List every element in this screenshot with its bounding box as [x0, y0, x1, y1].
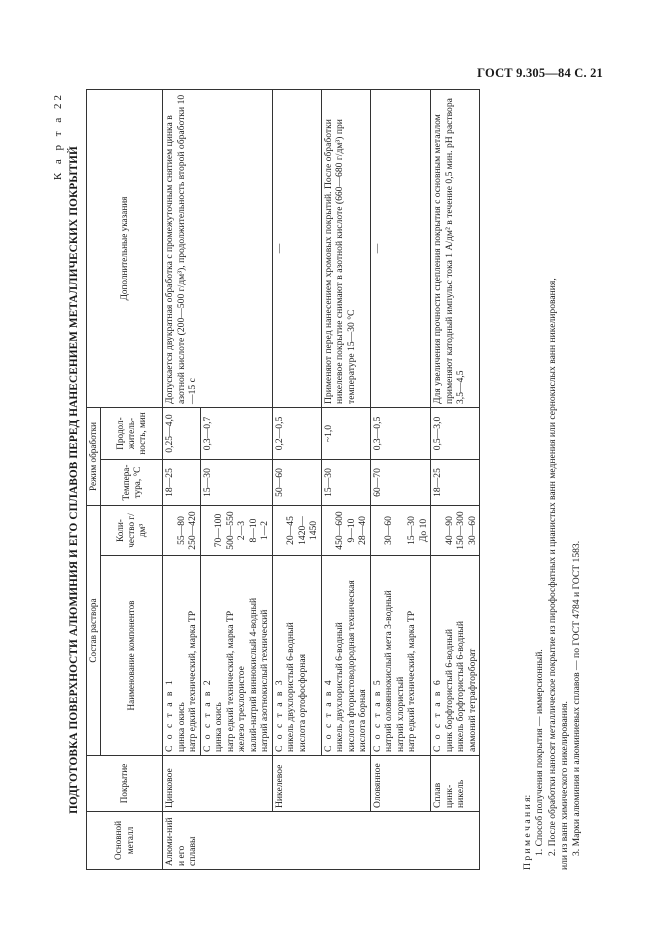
page-header: ГОСТ 9.305—84 С. 21: [477, 66, 603, 80]
treatment-table: [86, 89, 480, 870]
metal-cell: [370, 812, 431, 870]
dur-cell: 0,2—0,5: [272, 408, 321, 460]
note-item: 1. Способ получения покрытия — иммерсионный.: [534, 649, 546, 856]
col-notes: Дополнительные указания: [87, 90, 163, 408]
components-cell: [272, 556, 321, 756]
note-item: 3. Марки алюминия и алюминиевых сплавов — по ГОСТ 4784 и ГОСТ 1583.: [571, 540, 583, 856]
component: натрий хлористый: [394, 676, 406, 752]
temp-cell: 60—70: [370, 460, 431, 506]
qty: 20—45: [285, 516, 297, 545]
col-coating: Покрытие: [87, 756, 163, 812]
card-number: К а р т а 22: [52, 92, 64, 181]
temp-cell: 18—25: [431, 460, 480, 506]
qty: 1—2: [259, 520, 271, 541]
components-cell: [163, 556, 201, 756]
col-qty: Коли-чество г/дм³: [101, 506, 163, 556]
component: никель двухлористый 6-водный: [334, 622, 346, 752]
component: натр едкий технический, марка ТР: [406, 610, 418, 752]
col-components: Наименование компонентов: [101, 556, 163, 756]
dur-cell: 0,25—4,0: [163, 408, 201, 460]
component: железо трехлористое: [236, 666, 248, 752]
coating-cell: Сплав цинк-никель: [431, 756, 480, 812]
qty: До 10: [417, 518, 429, 543]
qty-cell: [431, 506, 480, 556]
rotated-page-content: [52, 90, 592, 870]
qty-cell: [163, 506, 201, 556]
notes-cell: [200, 90, 272, 408]
qty: 450—600: [334, 511, 346, 550]
coating-cell: Цинковое: [163, 756, 201, 812]
qty: 500—550: [224, 511, 236, 550]
note-item: 2. После обработки наносят металлическое покрытие из пирофосфатных и цианистых ванн меднения или сернокислых ванн никелирования,: [546, 278, 558, 856]
qty: 150—300: [455, 511, 467, 550]
components-cell: [321, 556, 370, 756]
component: цинка окись: [175, 702, 187, 752]
qty: 15—30: [406, 516, 418, 545]
component: натрий азотнокислый технический: [259, 609, 271, 752]
table-row: [431, 90, 480, 870]
qty: 250—420: [187, 511, 199, 550]
table-row: [321, 90, 370, 870]
component: натр едкий технический, марка ТР: [187, 610, 199, 752]
notes-cell: Применяют перед нанесением хромовых покрытий. После обработки никелевое покрытие снимают в азотной кислоте (660—680 г/дм³) при температуре 15—30 °С: [321, 90, 370, 408]
component: натр едкий технический, марка ТР: [224, 610, 236, 752]
sostav-label: С о с т а в 5: [371, 678, 383, 752]
coating-cell: Никелевое: [272, 756, 321, 812]
coating-cell: [200, 756, 272, 812]
dur-cell: 0,3—0,7: [200, 408, 272, 460]
component: цинка окись: [213, 702, 225, 752]
component: натрий оловяннокислый мета 3-водный: [383, 590, 395, 752]
sostav-label: С о с т а в 3: [273, 678, 285, 752]
component: аммоний тетрафторборат: [466, 648, 478, 752]
coating-cell: Оловянное: [370, 756, 431, 812]
qty: 70—100: [213, 513, 225, 548]
components-cell: [431, 556, 480, 756]
qty: 1420—1450: [296, 516, 320, 545]
table-row: [200, 90, 272, 870]
component: кислота ортофосфорная: [296, 653, 308, 752]
temp-cell: 15—30: [321, 460, 370, 506]
component: кислота борная: [357, 689, 369, 752]
col-dur: Продол-житель-ность, мин: [101, 408, 163, 460]
metal-cell: [431, 812, 480, 870]
notes-cell: Допускается двукратная обработка с промежуточным снятием цинка в азотной кислоте (200—500 г/дм³), продолжительность второй обработки 10—15 с: [163, 90, 201, 408]
qty: 2—3: [236, 520, 248, 541]
col-solution: Состав раствора: [87, 506, 101, 756]
qty-cell: [370, 506, 431, 556]
col-metal: Основной металл: [87, 812, 163, 870]
dur-cell: 0,5—3,0: [431, 408, 480, 460]
metal-cell: Алюми-ний и его сплавы: [163, 812, 201, 870]
coating-cell: [321, 756, 370, 812]
qty-cell: [321, 506, 370, 556]
metal-cell: [321, 812, 370, 870]
dur-cell: ~1,0: [321, 408, 370, 460]
dur-cell: 0,3—0,5: [370, 408, 431, 460]
col-mode: Режим обработки: [87, 408, 101, 506]
component: никель борфтористый 6-водный: [455, 621, 467, 752]
notes-cell: —: [370, 90, 431, 408]
qty: 30—60: [466, 516, 478, 545]
component: цинк борфтористый 6-водный: [443, 629, 455, 752]
sostav-label: С о с т а в 6: [432, 678, 444, 752]
notes-cell: Для увеличения прочности сцепления покрытия с основным металлом применяют катодный импульс тока 1 А/дм² в течение 0,5 мин. pH раствора 3,5—4,5: [431, 90, 480, 408]
components-cell: [200, 556, 272, 756]
temp-cell: 15—30: [200, 460, 272, 506]
metal-cell: [272, 812, 321, 870]
table-title: ПОДГОТОВКА ПОВЕРХНОСТИ АЛЮМИНИЯ И ЕГО СПЛАВОВ ПЕРЕД НАНЕСЕНИЕМ МЕТАЛЛИЧЕСКИХ ПОКРЫТИЙ: [68, 146, 80, 814]
qty-cell: [200, 506, 272, 556]
notes-title: П р и м е ч а н и я:: [522, 794, 533, 870]
qty: 40—90: [443, 516, 455, 545]
metal-cell: [200, 812, 272, 870]
qty: 28—40: [357, 516, 369, 545]
table-row: [163, 90, 201, 870]
sostav-label: С о с т а в 2: [201, 678, 213, 752]
qty: 8—10: [247, 518, 259, 543]
component: калий-натрий виннокислый 4-водный: [247, 597, 259, 752]
notes-cell: —: [272, 90, 321, 408]
table-row: [272, 90, 321, 870]
note-item: или из ванн химического никелирования.: [558, 701, 570, 870]
temp-cell: 18—25: [163, 460, 201, 506]
temp-cell: 50—60: [272, 460, 321, 506]
sostav-label: С о с т а в 4: [322, 678, 334, 752]
col-temp: Темпера-тура, °С: [101, 460, 163, 506]
qty: 9—10: [345, 518, 357, 543]
qty: 30—60: [383, 516, 395, 545]
table-row: [370, 90, 431, 870]
qty-cell: [272, 506, 321, 556]
component: кислота фтористоводородная техническая: [345, 580, 357, 752]
components-cell: [370, 556, 431, 756]
notes-block: [522, 90, 583, 870]
qty: 55—80: [175, 516, 187, 545]
component: никель двухлористый 6-водный: [285, 622, 297, 752]
sostav-label: С о с т а в 1: [164, 678, 176, 752]
